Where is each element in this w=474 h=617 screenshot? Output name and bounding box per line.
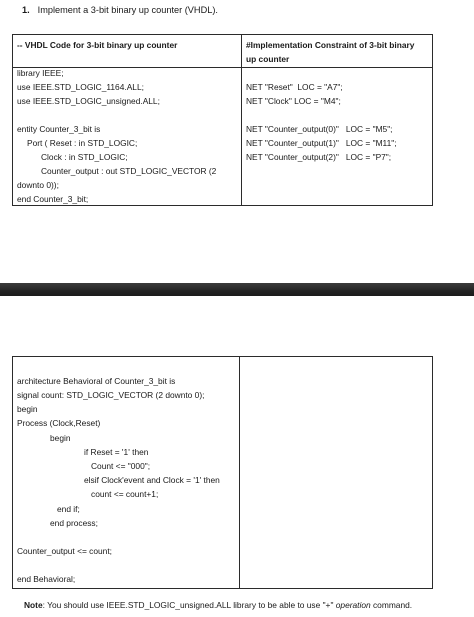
note-text: : You should use IEEE.STD_LOGIC_unsigned.ALL library to be able to use "+" bbox=[42, 600, 334, 610]
page-gap-bar bbox=[0, 283, 474, 296]
note-italic: operation bbox=[333, 600, 371, 610]
header-divider bbox=[13, 67, 432, 68]
architecture-table bbox=[12, 356, 433, 589]
code-line: end process; bbox=[50, 518, 98, 528]
note bbox=[24, 600, 412, 610]
constraint-line: NET "Clock" LOC = "M4"; bbox=[246, 96, 341, 106]
question-number: 1. bbox=[22, 5, 30, 15]
code-line: Counter_output <= count; bbox=[17, 546, 112, 556]
code-line: Counter_output : out STD_LOGIC_VECTOR (2 bbox=[41, 166, 217, 176]
code-line: end if; bbox=[57, 504, 80, 514]
code-line: use IEEE.STD_LOGIC_unsigned.ALL; bbox=[17, 96, 160, 106]
question-heading bbox=[22, 5, 218, 15]
entity-table bbox=[12, 34, 433, 206]
code-line: architecture Behavioral of Counter_3_bit is bbox=[17, 376, 176, 386]
code-line: begin bbox=[17, 404, 38, 414]
code-line: entity Counter_3_bit is bbox=[17, 124, 101, 134]
note-end: command. bbox=[370, 600, 413, 610]
code-line: elsif Clock'event and Clock = '1' then bbox=[84, 475, 220, 485]
code-line: end Counter_3_bit; bbox=[17, 194, 89, 204]
note-label: Note bbox=[24, 600, 43, 610]
constraint-line: NET "Counter_output(2)" LOC = "P7"; bbox=[246, 152, 392, 162]
code-line: if Reset = '1' then bbox=[84, 447, 149, 457]
constraint-header bbox=[246, 38, 432, 66]
code-line: Process (Clock,Reset) bbox=[17, 418, 101, 428]
code-line: Port ( Reset : in STD_LOGIC; bbox=[27, 138, 138, 148]
constraint-line: NET "Counter_output(0)" LOC = "M5"; bbox=[246, 124, 393, 134]
code-line: use IEEE.STD_LOGIC_1164.ALL; bbox=[17, 82, 144, 92]
constraint-header-line1: #Implementation Constraint of 3-bit binary bbox=[246, 40, 415, 50]
code-line: downto 0)); bbox=[17, 180, 59, 190]
constraint-line: NET "Counter_output(1)" LOC = "M11"; bbox=[246, 138, 397, 148]
code-line: begin bbox=[50, 433, 71, 443]
code-line: count <= count+1; bbox=[91, 489, 159, 499]
constraint-line: NET "Reset" LOC = "A7"; bbox=[246, 82, 343, 92]
vhdl-code-header: -- VHDL Code for 3-bit binary up counter bbox=[17, 40, 178, 50]
code-line: end Behavioral; bbox=[17, 574, 76, 584]
code-line: signal count: STD_LOGIC_VECTOR (2 downto 0); bbox=[17, 390, 205, 400]
question-text: Implement a 3-bit binary up counter (VHDL). bbox=[37, 5, 218, 15]
constraint-header-line2: up counter bbox=[246, 54, 290, 64]
code-line: Count <= "000"; bbox=[91, 461, 151, 471]
column-divider bbox=[241, 35, 242, 205]
code-line: library IEEE; bbox=[17, 68, 64, 78]
code-line: Clock : in STD_LOGIC; bbox=[41, 152, 128, 162]
column-divider bbox=[239, 357, 240, 588]
